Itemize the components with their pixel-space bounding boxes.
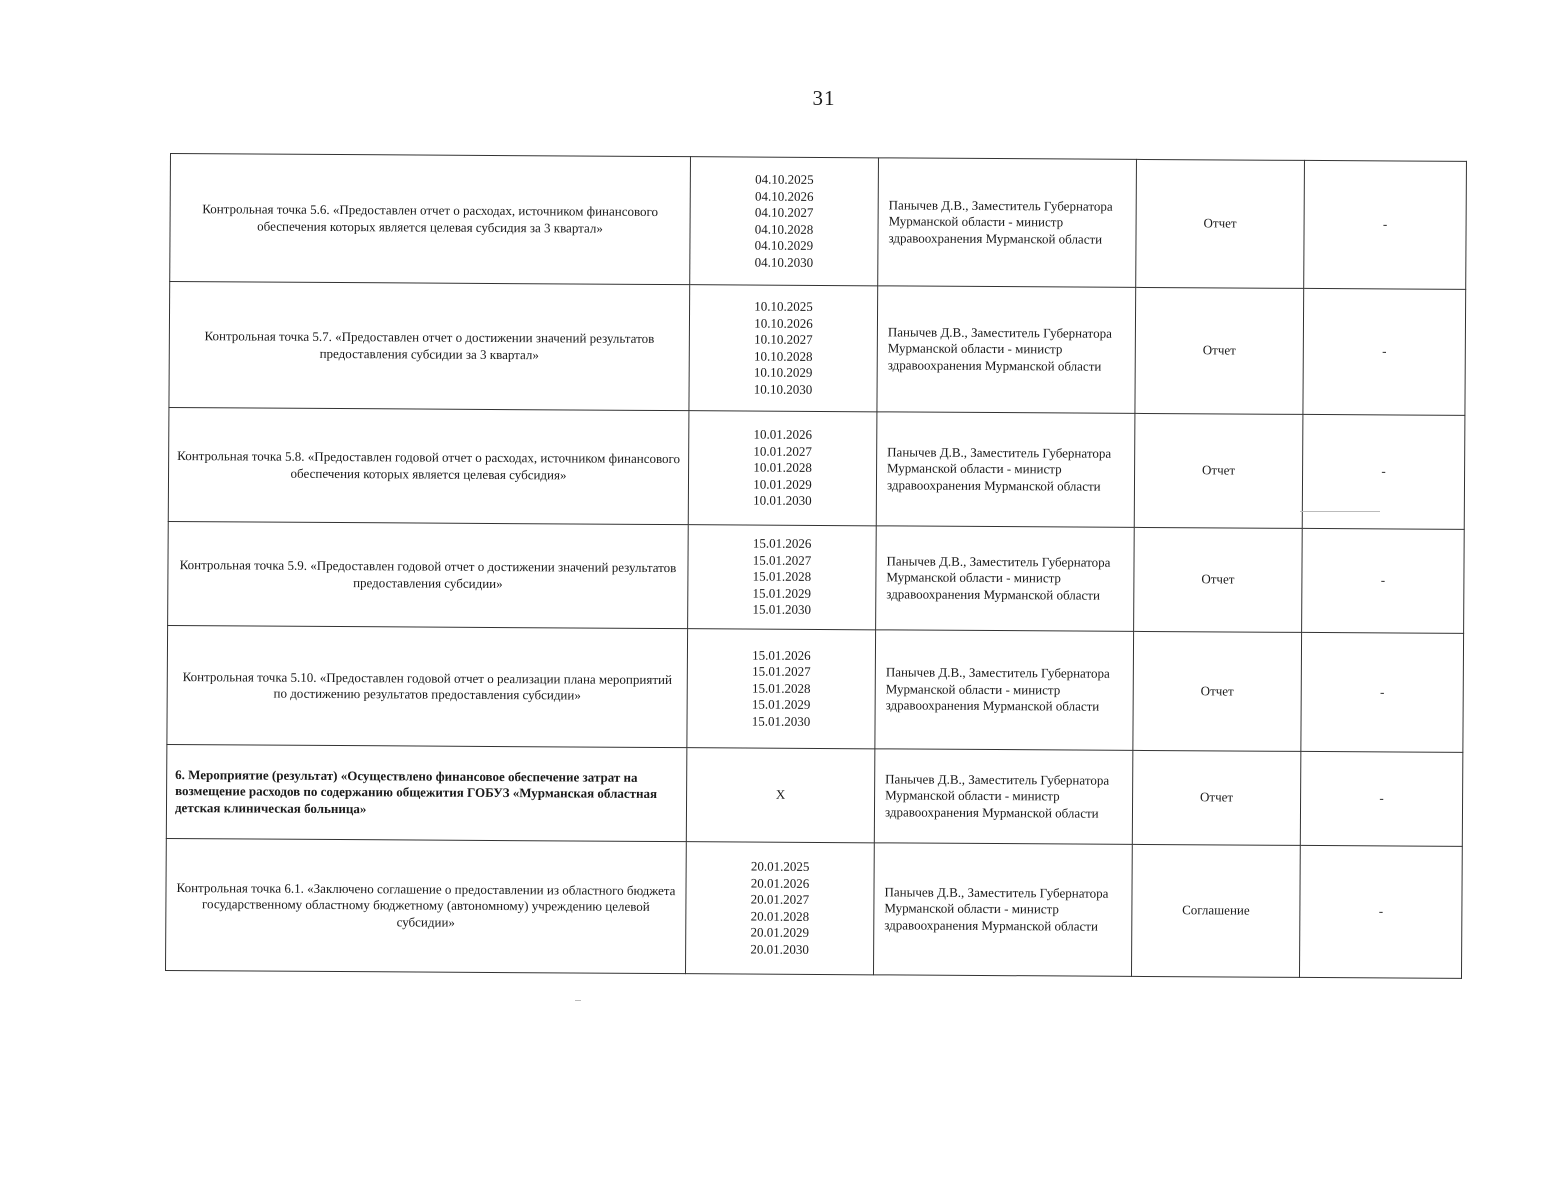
- control-point-name: 6. Мероприятие (результат) «Осуществлено финансовое обеспечение затрат на возмещение расходов по содержанию общежития ГОБУЗ «Мурманская областная детская клиническая больница»: [166, 744, 687, 841]
- responsible-person: Панычев Д.В., Заместитель Губернатора Мурманской области - министр здравоохранения Мурманской области: [875, 630, 1134, 751]
- table-row: [168, 407, 1465, 529]
- document-type: Соглашение: [1131, 844, 1300, 977]
- deadline-date: X: [775, 786, 786, 803]
- document-type: Отчет: [1132, 750, 1301, 845]
- deadline-dates: [690, 157, 879, 286]
- control-points-table: [165, 153, 1466, 979]
- responsible-person: Панычев Д.В., Заместитель Губернатора Мурманской области - министр здравоохранения Мурманской области: [877, 286, 1136, 414]
- deadline-date: 15.01.2027: [752, 552, 812, 568]
- deadline-date: 04.10.2028: [754, 221, 814, 237]
- responsible-person: Панычев Д.В., Заместитель Губернатора Мурманской области - министр здравоохранения Мурманской области: [876, 412, 1135, 528]
- control-point-name: Контрольная точка 6.1. «Заключено соглашение о предоставлении из областного бюджета государственному областному бюджетному (автономному) учреждению целевой субсидии»: [166, 838, 687, 973]
- deadline-date: 15.01.2030: [752, 601, 812, 618]
- table-row: [167, 625, 1464, 752]
- control-point-name: Контрольная точка 5.6. «Предоставлен отчет о расходах, источником финансового обеспечения которых является целевая субсидия за 3 квартал»: [170, 154, 691, 285]
- page-number: 31: [812, 86, 836, 110]
- document-type: Отчет: [1136, 159, 1305, 288]
- deadline-date: 04.10.2027: [754, 204, 814, 220]
- deadline-date: 20.01.2030: [750, 941, 809, 957]
- deadline-date: 10.01.2027: [753, 443, 812, 459]
- deadline-date: 15.01.2029: [752, 585, 812, 601]
- deadline-date: 10.10.2026: [754, 315, 813, 331]
- table-row: [166, 838, 1463, 978]
- control-point-name: Контрольная точка 5.10. «Предоставлен годовой отчет о реализации плана мероприятий по достижению результатов предоставления субсидии»: [167, 625, 688, 747]
- note-cell: -: [1302, 414, 1465, 529]
- note-cell: -: [1301, 632, 1464, 752]
- document-type: Отчет: [1134, 413, 1303, 528]
- deadline-date: 15.01.2028: [752, 568, 812, 585]
- deadline-dates: [685, 842, 874, 975]
- responsible-person: Панычев Д.В., Заместитель Губернатора Мурманской области - министр здравоохранения Мурманской области: [878, 158, 1137, 288]
- deadline-dates: [687, 629, 876, 749]
- deadline-date: 10.10.2027: [754, 331, 813, 347]
- note-cell: -: [1303, 288, 1466, 415]
- responsible-person: Панычев Д.В., Заместитель Губернатора Мурманской области - министр здравоохранения Мурманской области: [876, 526, 1135, 632]
- document-type: Отчет: [1133, 631, 1302, 751]
- note-cell: -: [1302, 528, 1465, 633]
- scan-artifact-line: [575, 1000, 581, 1001]
- deadline-dates: [686, 748, 875, 843]
- deadline-date: 04.10.2026: [754, 188, 814, 204]
- deadline-date: 10.01.2029: [753, 476, 812, 492]
- deadline-date: 20.01.2029: [750, 924, 810, 940]
- control-point-name: Контрольная точка 5.8. «Предоставлен годовой отчет о расходах, источником финансового обеспечения которых является целевая субсидия»: [168, 407, 689, 524]
- deadline-date: 15.01.2026: [752, 647, 811, 663]
- deadline-dates: [688, 525, 877, 630]
- table-row: [168, 521, 1465, 633]
- deadline-date: 20.01.2027: [750, 891, 810, 907]
- deadline-date: 10.10.2029: [753, 364, 813, 380]
- deadline-date: 15.01.2029: [751, 696, 811, 713]
- deadline-date: 04.10.2025: [755, 171, 814, 187]
- deadline-date: 20.01.2025: [750, 858, 810, 874]
- deadline-date: 10.01.2026: [753, 426, 813, 443]
- table-body: [166, 154, 1467, 979]
- deadline-date: 20.01.2028: [750, 908, 810, 924]
- scan-artifact-line: [1300, 511, 1380, 512]
- deadline-date: 10.10.2025: [754, 298, 813, 314]
- deadline-date: 04.10.2030: [754, 254, 814, 270]
- deadline-date: 20.01.2026: [750, 875, 810, 891]
- deadline-date: 10.01.2030: [753, 492, 812, 509]
- deadline-date: 10.10.2030: [753, 381, 813, 397]
- deadline-date: 15.01.2027: [752, 663, 811, 680]
- note-cell: -: [1304, 160, 1467, 289]
- responsible-person: Панычев Д.В., Заместитель Губернатора Мурманской области - министр здравоохранения Мурманской области: [874, 749, 1133, 845]
- document-type: Отчет: [1134, 527, 1303, 632]
- document-type: Отчет: [1135, 287, 1304, 414]
- control-point-name: Контрольная точка 5.7. «Предоставлен отчет о достижении значений результатов предоставления субсидии за 3 квартал»: [169, 282, 690, 411]
- table-row: [166, 744, 1463, 846]
- deadline-date: 10.10.2028: [753, 348, 813, 364]
- responsible-person: Панычев Д.В., Заместитель Губернатора Мурманской области - министр здравоохранения Мурманской области: [873, 843, 1132, 977]
- table: [165, 153, 1467, 979]
- deadline-date: 15.01.2028: [751, 680, 811, 696]
- deadline-dates: [689, 285, 878, 412]
- deadline-date: 15.01.2030: [751, 713, 811, 729]
- note-cell: -: [1300, 751, 1463, 846]
- deadline-date: 15.01.2026: [752, 535, 812, 552]
- note-cell: -: [1299, 845, 1462, 978]
- deadline-dates: [688, 411, 877, 526]
- deadline-date: 10.01.2028: [753, 459, 812, 476]
- deadline-date: 04.10.2029: [754, 237, 814, 253]
- table-row: [169, 282, 1466, 416]
- table-row: [170, 154, 1467, 290]
- control-point-name: Контрольная точка 5.9. «Предоставлен годовой отчет о достижении значений результатов предоставления субсидии»: [168, 521, 689, 628]
